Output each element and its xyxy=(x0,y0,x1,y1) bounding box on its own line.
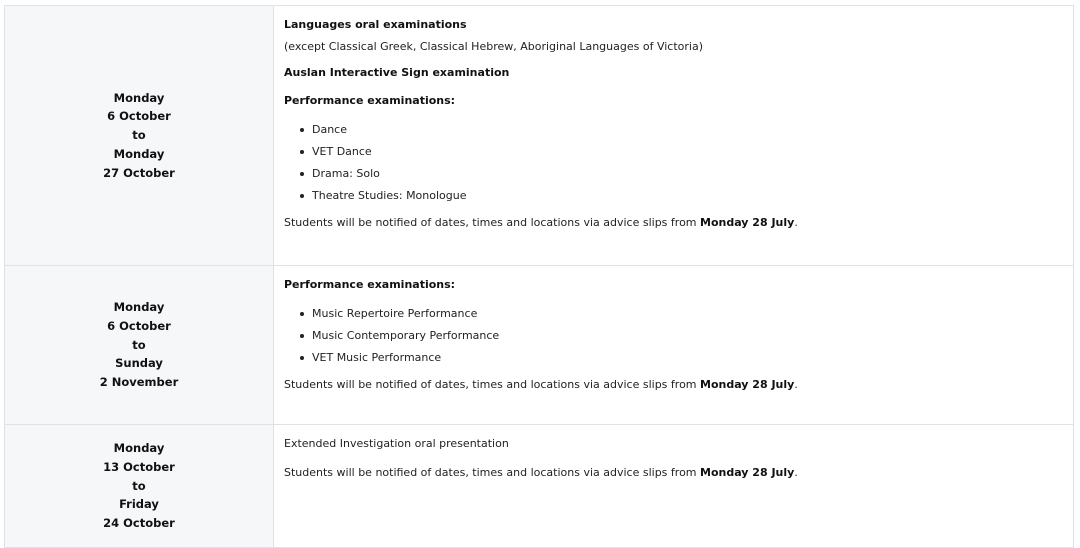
section-subtitle: (except Classical Greek, Classical Hebrew, Aboriginal Languages of Victoria) xyxy=(284,40,703,53)
date-line: to xyxy=(132,337,146,352)
exam-schedule xyxy=(4,5,1074,548)
date-range-cell xyxy=(5,425,274,548)
list-item: Drama: Solo xyxy=(300,166,1073,188)
exam-list xyxy=(284,306,1073,372)
details-cell xyxy=(274,425,1074,548)
exam-list xyxy=(284,122,1073,210)
list-item: Music Repertoire Performance xyxy=(300,306,1073,328)
date-line: Monday xyxy=(113,300,165,315)
notification-note xyxy=(284,377,1073,392)
date-line: Monday xyxy=(113,90,165,105)
exam-schedule-table xyxy=(4,5,1074,548)
date-line: Monday xyxy=(113,146,165,161)
notification-note xyxy=(284,465,1073,480)
note-text: Students will be notified of dates, times and locations via advice slips from xyxy=(284,378,701,391)
note-text: Students will be notified of dates, times and locations via advice slips from xyxy=(284,216,701,229)
notification-note xyxy=(284,215,1073,230)
date-line: 6 October xyxy=(107,318,171,333)
date-line: 27 October xyxy=(103,165,175,180)
section-heading: Performance examinations: xyxy=(284,94,456,107)
list-item: Dance xyxy=(300,122,1073,144)
date-line: to xyxy=(132,128,146,143)
date-range-cell xyxy=(5,6,274,266)
note-text: Students will be notified of dates, times and locations via advice slips from xyxy=(284,466,701,479)
section-heading: Performance examinations: xyxy=(284,278,456,291)
list-item: Music Contemporary Performance xyxy=(300,328,1073,350)
section-heading: Extended Investigation oral presentation xyxy=(284,437,509,450)
table-row xyxy=(5,266,1074,425)
date-line: 13 October xyxy=(103,459,175,474)
date-line: 6 October xyxy=(107,109,171,124)
date-line: 2 November xyxy=(99,375,179,390)
date-line: Sunday xyxy=(115,356,163,371)
date-line: 24 October xyxy=(103,516,175,531)
date-range-cell xyxy=(5,266,274,425)
list-item: VET Dance xyxy=(300,144,1073,166)
note-date: Monday 28 July xyxy=(700,378,795,391)
note-end: . xyxy=(794,466,798,479)
details-cell xyxy=(274,266,1074,425)
list-item: Theatre Studies: Monologue xyxy=(300,188,1073,210)
details-cell xyxy=(274,6,1074,266)
section-heading: Languages oral examinations xyxy=(284,18,467,31)
note-date: Monday 28 July xyxy=(700,466,795,479)
section-heading: Auslan Interactive Sign examination xyxy=(284,66,510,79)
note-date: Monday 28 July xyxy=(700,216,795,229)
table-row xyxy=(5,425,1074,548)
note-end: . xyxy=(794,378,798,391)
note-end: . xyxy=(794,216,798,229)
list-item: VET Music Performance xyxy=(300,350,1073,372)
table-row xyxy=(5,6,1074,266)
date-line: Friday xyxy=(119,497,159,512)
date-line: Monday xyxy=(113,441,165,456)
date-line: to xyxy=(132,478,146,493)
